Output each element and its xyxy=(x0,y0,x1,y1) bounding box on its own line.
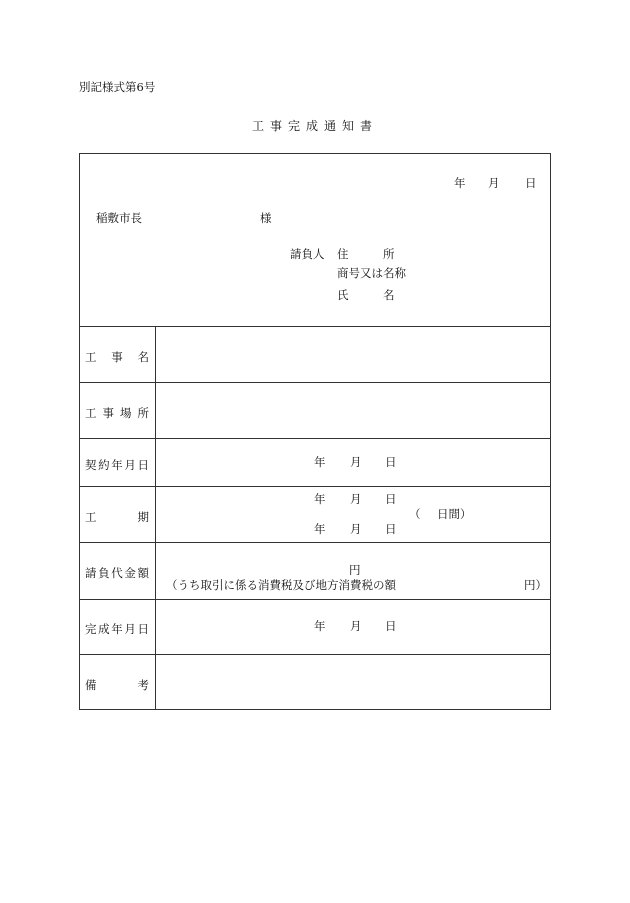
completion-year: 年 xyxy=(314,619,326,633)
completion-month: 月 xyxy=(350,619,362,633)
tax-note: （うち取引に係る消費税及び地方消費税の額 xyxy=(166,578,396,592)
addressee: 稲敷市長 xyxy=(96,211,142,225)
period-days-close: 日間） xyxy=(437,507,472,521)
period-end-day: 日 xyxy=(385,522,397,536)
label-contract-date: 契 約 年 月 日 xyxy=(85,458,149,472)
tax-yen: 円） xyxy=(524,578,547,592)
period-start-month: 月 xyxy=(350,492,362,506)
label-construction-site: 工 事 場 所 xyxy=(85,406,149,420)
address-label: 住 所 xyxy=(337,247,395,261)
row-divider xyxy=(80,654,550,655)
completion-day: 日 xyxy=(385,619,397,633)
period-days-open: （ xyxy=(409,507,421,521)
date-year: 年 xyxy=(454,176,466,190)
amount-yen: 円 xyxy=(349,563,361,577)
honorific: 様 xyxy=(260,211,272,225)
period-end-month: 月 xyxy=(350,522,362,536)
label-column-divider xyxy=(155,326,156,710)
contract-month: 月 xyxy=(350,455,362,469)
period-start-day: 日 xyxy=(385,492,397,506)
date-month: 月 xyxy=(488,176,500,190)
document-title: 工事完成通知書 xyxy=(251,119,378,133)
label-completion-date: 完 成 年 月 日 xyxy=(85,622,149,636)
contract-year: 年 xyxy=(314,455,326,469)
label-remarks: 備 考 xyxy=(85,678,149,692)
row-divider xyxy=(80,326,550,327)
contract-day: 日 xyxy=(385,455,397,469)
row-divider xyxy=(80,486,550,487)
name-label: 氏 名 xyxy=(337,288,395,302)
form-number: 別記様式第6号 xyxy=(79,80,156,94)
label-construction-name: 工 事 名 xyxy=(85,350,149,364)
label-period: 工 期 xyxy=(85,510,149,524)
row-divider xyxy=(80,542,550,543)
period-start-year: 年 xyxy=(314,492,326,506)
row-divider xyxy=(80,599,550,600)
period-end-year: 年 xyxy=(314,522,326,536)
trade-name-label: 商号又は名称 xyxy=(337,266,406,280)
row-divider xyxy=(80,382,550,383)
date-day: 日 xyxy=(525,176,537,190)
label-contract-amount: 請 負 代 金 額 xyxy=(85,566,149,580)
contractor-label: 請負人 xyxy=(290,247,325,261)
row-divider xyxy=(80,438,550,439)
form-table xyxy=(79,153,551,710)
